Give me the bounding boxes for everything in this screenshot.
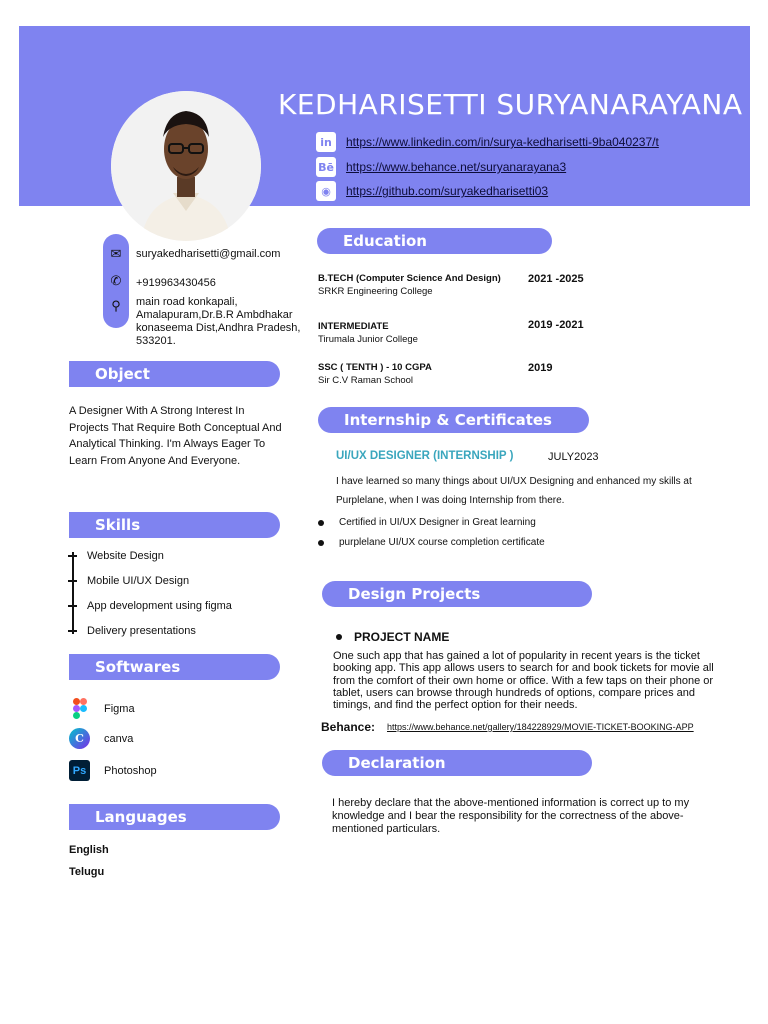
- software-label: Photoshop: [104, 764, 157, 777]
- objective-text: A Designer With A Strong Interest In Projects That Require Both Conceptual And Analytical Thinking. I'm Always Eager To Learn From Anyone And Everyone.: [69, 405, 282, 467]
- project-name: PROJECT NAME: [336, 630, 449, 644]
- internship-date: JULY2023: [548, 451, 599, 463]
- internship-role: UI/UX DESIGNER (INTERNSHIP ): [336, 450, 514, 462]
- education-years: 2019 -2021: [528, 319, 584, 331]
- candidate-name: KEDHARISETTI SURYANARAYANA: [278, 88, 743, 121]
- skill-item: App development using figma: [68, 600, 232, 612]
- location-pin-icon: ⚲: [111, 298, 121, 313]
- education-school: Sir C.V Raman School: [318, 375, 414, 386]
- software-label: Figma: [104, 702, 135, 715]
- behance-icon: Bē: [316, 157, 336, 177]
- skills-timeline: [72, 552, 74, 634]
- photoshop-icon: Ps: [69, 760, 90, 781]
- address-line: Amalapuram,Dr.B.R Ambdhakar: [136, 309, 293, 321]
- skill-item: Delivery presentations: [68, 625, 196, 637]
- project-description: One such app that has gained a lot of popularity in recent years is the ticket booking app. This app allows users to search for and book tickets for movie all from the comfort of their own home or office. With a few taps on their phone or tablet, users can browse through hundreds of options, compare prices and timings, and find the perfect option for their needs.: [333, 650, 714, 712]
- behance-url[interactable]: https://www.behance.net/suryanarayana3: [346, 160, 567, 174]
- languages-heading: Languages: [69, 804, 280, 830]
- github-url[interactable]: https://github.com/suryakedharisetti03: [346, 184, 549, 198]
- internship-description: I have learned so many things about UI/UX Designing and enhanced my skills at Purplelane, when I was doing Internship from there.: [336, 476, 692, 506]
- address-line: konaseema Dist,Andhra Pradesh,: [136, 322, 301, 334]
- declaration-heading: Declaration: [322, 750, 592, 776]
- education-degree: SSC ( TENTH ) - 10 CGPA: [318, 362, 432, 373]
- certificate-item: purplelane UI/UX course completion certificate: [318, 537, 545, 548]
- person-portrait: [111, 91, 261, 241]
- contact-phone: +919963430456: [136, 277, 216, 289]
- github-icon: ◉: [316, 181, 336, 201]
- skill-item: Website Design: [68, 550, 164, 562]
- figma-icon: [69, 698, 90, 719]
- mail-icon: ✉: [110, 246, 122, 261]
- software-item-canva: [69, 728, 133, 749]
- education-school: Tirumala Junior College: [318, 334, 418, 345]
- github-link-row[interactable]: [316, 180, 548, 202]
- behance-label: Behance:: [321, 720, 376, 734]
- linkedin-icon: in: [316, 132, 336, 152]
- software-label: canva: [104, 732, 134, 745]
- internship-heading: Internship & Certificates: [318, 407, 589, 433]
- software-item-photoshop: [69, 760, 157, 781]
- linkedin-link-row[interactable]: [316, 131, 659, 153]
- behance-project-link[interactable]: https://www.behance.net/gallery/184228929/MOVIE-TICKET-BOOKING-APP: [387, 722, 694, 732]
- phone-icon: ✆: [110, 273, 122, 288]
- objective-heading: Object: [69, 361, 280, 387]
- declaration-text: I hereby declare that the above-mentioned information is correct up to my knowledge and I bear the responsibility for the correctness of the above-mentioned particulars.: [332, 797, 690, 835]
- linkedin-url[interactable]: https://www.linkedin.com/in/surya-kedharisetti-9ba040237/t: [346, 135, 659, 149]
- canva-icon: C: [69, 728, 90, 749]
- certificate-item: Certified in UI/UX Designer in Great learning: [318, 517, 536, 528]
- education-heading: Education: [317, 228, 552, 254]
- skill-item: Mobile UI/UX Design: [68, 575, 189, 587]
- behance-link-row[interactable]: [316, 156, 566, 178]
- education-degree: B.TECH (Computer Science And Design): [318, 273, 501, 284]
- education-years: 2019: [528, 362, 553, 374]
- profile-photo: [111, 91, 261, 241]
- contact-email[interactable]: suryakedharisetti@gmail.com: [136, 248, 281, 260]
- contact-address: [136, 296, 300, 348]
- address-line: main road konkapali,: [136, 296, 238, 308]
- software-item-figma: [69, 698, 135, 719]
- skills-heading: Skills: [69, 512, 280, 538]
- education-years: 2021 -2025: [528, 273, 584, 285]
- softwares-heading: Softwares: [69, 654, 280, 680]
- language-item: Telugu: [69, 866, 105, 878]
- language-item: English: [69, 844, 109, 856]
- address-line: 533201.: [136, 335, 176, 347]
- education-school: SRKR Engineering College: [318, 286, 433, 297]
- projects-heading: Design Projects: [322, 581, 592, 607]
- education-degree: INTERMEDIATE: [318, 321, 389, 332]
